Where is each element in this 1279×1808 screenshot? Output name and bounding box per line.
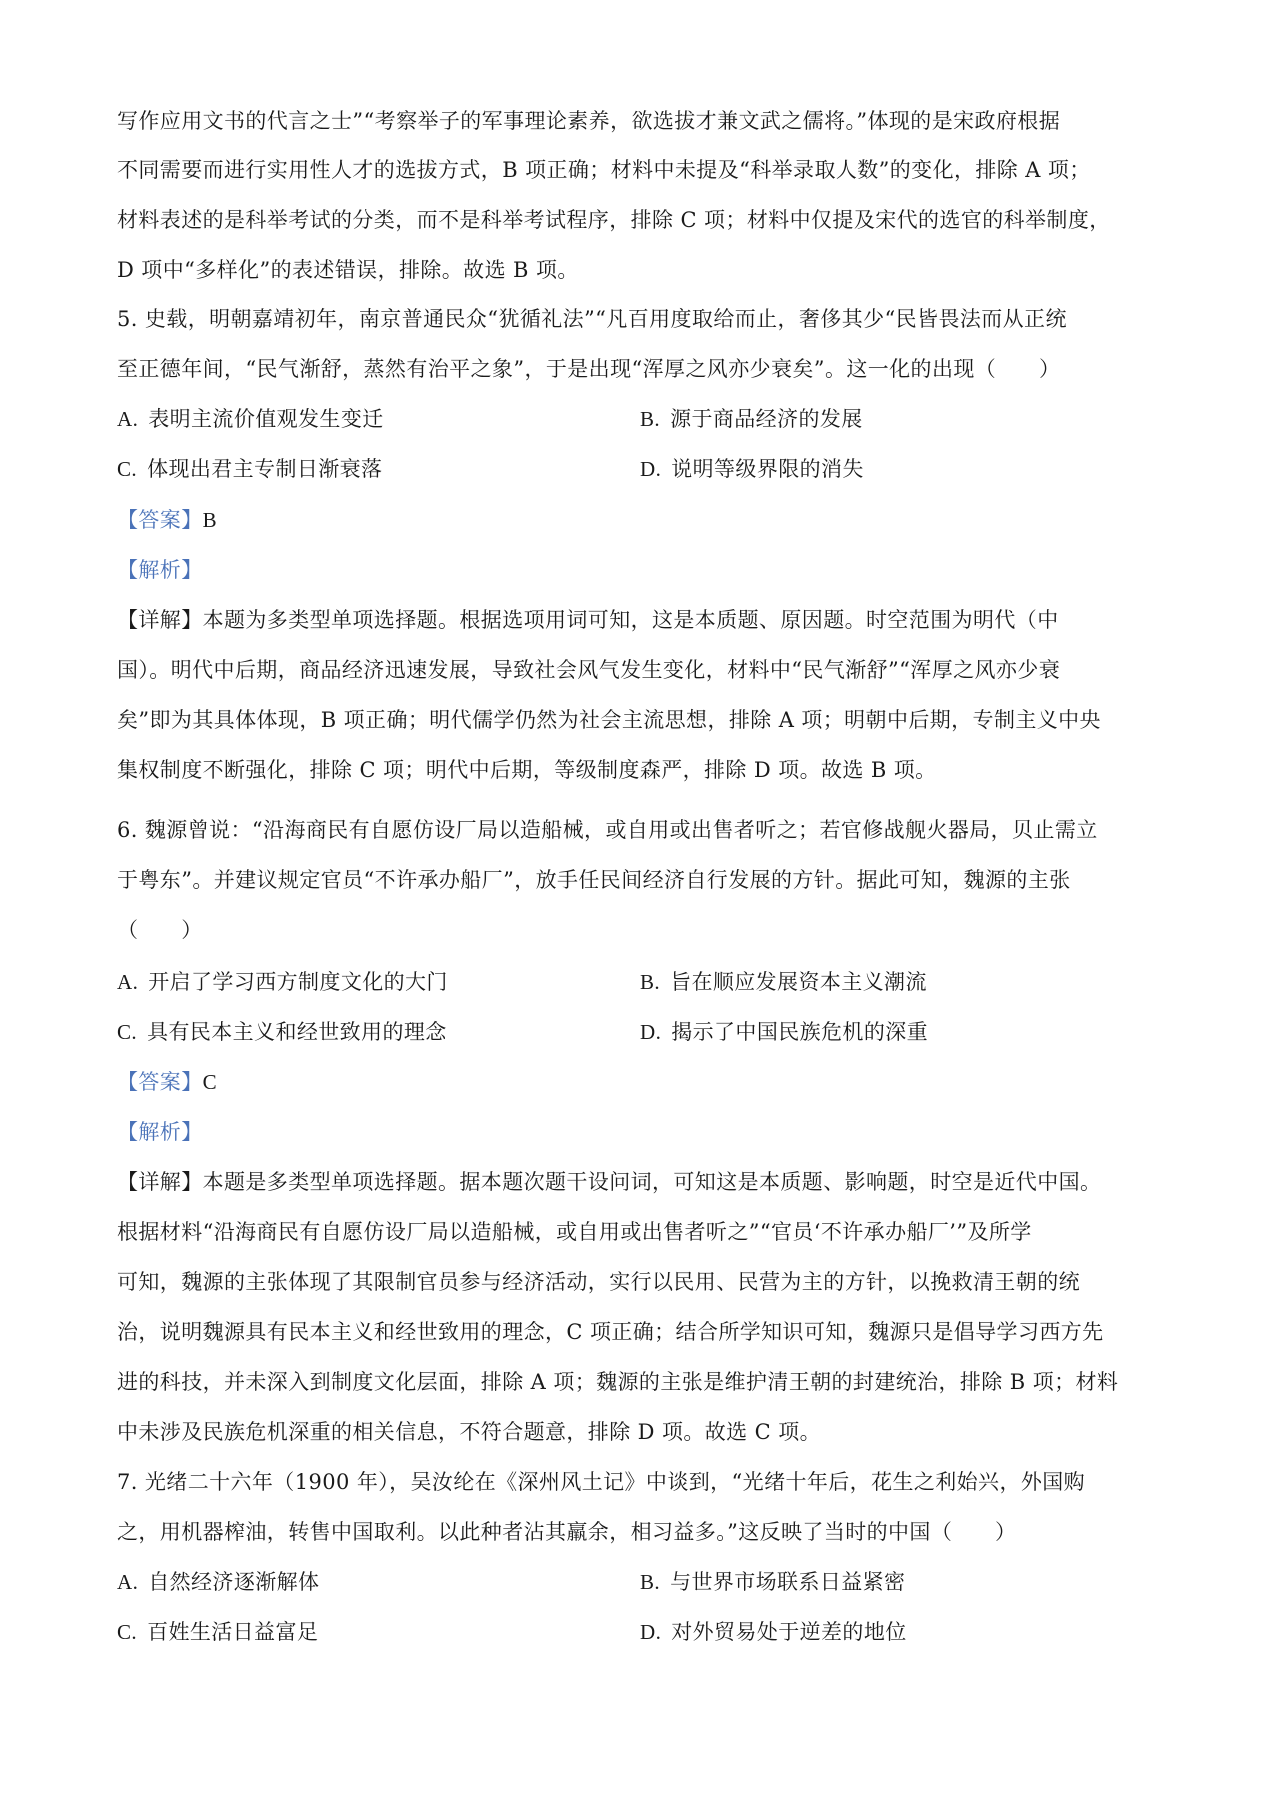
answer-label: 【答案】 bbox=[117, 508, 203, 532]
question-6-option-d: D. 揭示了中国民族危机的深重 bbox=[640, 1020, 929, 1044]
question-6-stem: （ ） bbox=[117, 918, 203, 942]
prev-explanation-line: D 项中“多样化”的表述错误，排除。故选 B 项。 bbox=[117, 258, 579, 282]
question-5-option-d: D. 说明等级界限的消失 bbox=[640, 457, 864, 481]
question-5-analysis-label: 【解析】 bbox=[117, 558, 203, 582]
question-5-option-a: A. 表明主流价值观发生变迁 bbox=[117, 407, 384, 431]
question-6-detail: 根据材料“沿海商民有自愿仿设厂局以造船械，或自用或出售者听之”“官员‘不许承办船厂’”及所学 bbox=[117, 1220, 1032, 1244]
question-6-option-c: C. 具有民本主义和经世致用的理念 bbox=[117, 1020, 447, 1044]
question-6-detail: 进的科技，并未深入到制度文化层面，排除 A 项；魏源的主张是维护清王朝的封建统治，排除 B 项；材料 bbox=[117, 1370, 1119, 1394]
question-5-detail: 矣”即为其具体体现，B 项正确；明代儒学仍然为社会主流思想，排除 A 项；明朝中后期，专制主义中央 bbox=[117, 708, 1101, 732]
question-5-answer bbox=[117, 505, 217, 535]
question-6-analysis-label: 【解析】 bbox=[117, 1120, 203, 1144]
answer-label: 【答案】 bbox=[117, 1070, 203, 1094]
question-5-detail: 国）。明代中后期，商品经济迅速发展，导致社会风气发生变化，材料中“民气渐舒”“浑厚之风亦少衰 bbox=[117, 658, 1061, 682]
question-5-detail: 【详解】本题为多类型单项选择题。根据选项用词可知，这是本质题、原因题。时空范围为明代（中 bbox=[117, 608, 1059, 632]
question-6-detail: 治，说明魏源具有民本主义和经世致用的理念，C 项正确；结合所学知识可知，魏源只是倡导学习西方先 bbox=[117, 1320, 1104, 1344]
question-7-option-a: A. 自然经济逐渐解体 bbox=[117, 1570, 320, 1594]
answer-value: B bbox=[202, 508, 218, 532]
question-6-detail: 【详解】本题是多类型单项选择题。据本题次题干设问词，可知这是本质题、影响题，时空是近代中国。 bbox=[117, 1170, 1102, 1194]
question-6-detail: 中未涉及民族危机深重的相关信息，不符合题意，排除 D 项。故选 C 项。 bbox=[117, 1420, 822, 1444]
question-7-stem: 之，用机器榨油，转售中国取利。以此种者沾其羸余，相习益多。”这反映了当时的中国（ ） bbox=[117, 1520, 1017, 1544]
question-7-option-d: D. 对外贸易处于逆差的地位 bbox=[640, 1620, 907, 1644]
question-6-answer bbox=[117, 1067, 217, 1097]
question-6-stem: 6. 魏源曾说：“沿海商民有自愿仿设厂局以造船械，或自用或出售者听之；若官修战舰火器局，贝止需立 bbox=[117, 818, 1098, 842]
question-7-stem: 7. 光绪二十六年（1900 年），吴汝纶在《深州风土记》中谈到，“光绪十年后，花生之利始兴，外国购 bbox=[117, 1470, 1086, 1494]
question-5-option-c: C. 体现出君主专制日渐衰落 bbox=[117, 457, 383, 481]
question-7-option-c: C. 百姓生活日益富足 bbox=[117, 1620, 319, 1644]
question-5-stem: 5. 史载，明朝嘉靖初年，南京普通民众“犹循礼法”“凡百用度取给而止，奢侈其少“民皆畏法而从正统 bbox=[117, 307, 1067, 331]
question-7-option-b: B. 与世界市场联系日益紧密 bbox=[640, 1570, 906, 1594]
prev-explanation-line: 材料表述的是科举考试的分类，而不是科举考试程序，排除 C 项；材料中仅提及宋代的选官的科举制度， bbox=[117, 208, 1111, 232]
prev-explanation-line: 不同需要而进行实用性人才的选拔方式，B 项正确；材料中未提及“科举录取人数”的变化，排除 A 项； bbox=[117, 158, 1091, 182]
question-6-option-b: B. 旨在顺应发展资本主义潮流 bbox=[640, 970, 927, 994]
question-6-detail: 可知，魏源的主张体现了其限制官员参与经济活动，实行以民用、民营为主的方针，以挽救清王朝的统 bbox=[117, 1270, 1080, 1294]
answer-value: C bbox=[202, 1070, 218, 1094]
question-6-stem: 于粤东”。并建议规定官员“不许承办船厂”，放手任民间经济自行发展的方针。据此可知，魏源的主张 bbox=[117, 868, 1071, 892]
question-6-option-a: A. 开启了学习西方制度文化的大门 bbox=[117, 970, 448, 994]
question-5-option-b: B. 源于商品经济的发展 bbox=[640, 407, 863, 431]
question-5-detail: 集权制度不断强化，排除 C 项；明代中后期，等级制度森严，排除 D 项。故选 B 项。 bbox=[117, 758, 937, 782]
question-5-stem: 至正德年间，“民气渐舒，蒸然有治平之象”，于是出现“浑厚之风亦少衰矣”。这一化的出现（ ） bbox=[117, 357, 1061, 381]
prev-explanation-line: 写作应用文书的代言之士”“考察举子的军事理论素养，欲选拔才兼文武之儒将。”体现的是宋政府根据 bbox=[117, 109, 1061, 133]
